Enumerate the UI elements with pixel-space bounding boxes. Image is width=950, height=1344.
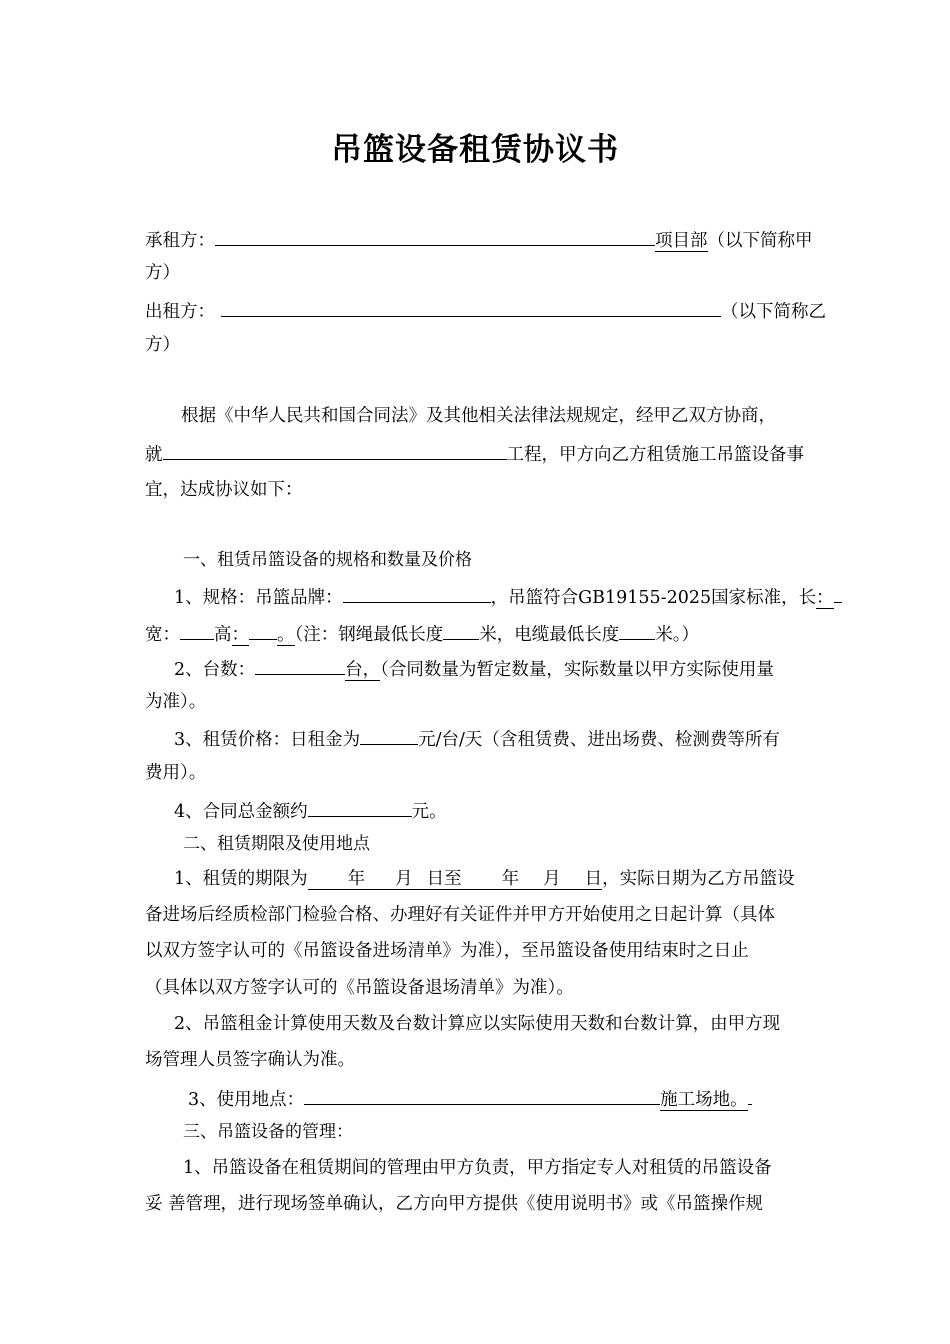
lessee-name-blank[interactable] xyxy=(215,226,655,246)
width-blank[interactable] xyxy=(180,620,214,640)
lessee-wrap: 方） xyxy=(145,263,180,283)
section-3-heading: 三、吊篮设备的管理： xyxy=(183,1122,353,1142)
lessee-label: 承租方： xyxy=(145,231,215,251)
length-blank-ext[interactable] xyxy=(834,583,842,603)
height-colon: ： xyxy=(231,625,249,645)
s1-i1-i: 米。） xyxy=(655,625,699,645)
s1-item-2-cont: 为准）。 xyxy=(145,692,207,712)
intro-line-1: 根据《中华人民共和国合同法》及其他相关法律法规规定，经甲乙双方协商， xyxy=(181,406,776,426)
s1-i1-b: ，吊篮符合GB19155-2025国家标准，长 xyxy=(490,588,817,608)
lessee-tail: （以下简称甲 xyxy=(707,231,813,251)
end-year[interactable]: 年 xyxy=(462,869,520,890)
s1-i2-a: 2、台数： xyxy=(174,660,256,680)
s2-i3-a: 3、使用地点： xyxy=(188,1090,305,1110)
lessor-line xyxy=(145,297,826,324)
project-name-blank[interactable] xyxy=(163,440,507,460)
s1-item-3 xyxy=(174,725,780,752)
s1-item-4 xyxy=(174,797,447,824)
daily-rent-blank[interactable] xyxy=(360,725,418,745)
s2-item-1-l2: 备进场后经质检部门检验合格、办理好有关证件并甲方开始使用之日起计算（具体 xyxy=(145,905,775,925)
s3-item-1: 1、吊篮设备在租赁期间的管理由甲方负责，甲方指定专人对租赁的吊篮设备 xyxy=(183,1158,772,1178)
lessor-label: 出租方： xyxy=(145,302,215,322)
lessee-line xyxy=(145,226,813,253)
brand-blank[interactable] xyxy=(343,583,491,603)
site-blank[interactable] xyxy=(304,1085,660,1105)
s2-item-1-l4: （具体以双方签字认可的《吊篮设备退场清单》为准）。 xyxy=(145,978,574,998)
s2-item-1 xyxy=(174,867,795,891)
s2-i1-a: 1、租赁的期限为 xyxy=(174,869,308,889)
section-2-heading: 二、租赁期限及使用地点 xyxy=(183,834,370,854)
s1-i1-g: （注：钢绳最低长度 xyxy=(294,625,444,645)
s1-item-2 xyxy=(174,655,774,682)
intro-pre: 就 xyxy=(145,445,163,465)
intro-line-3: 宜，达成协议如下： xyxy=(145,480,303,500)
s1-i4-a: 4、合同总金额约 xyxy=(174,802,308,822)
s1-i3-b: 元/台/天（含租赁费、进出场费、检测费等所有 xyxy=(418,730,780,750)
s2-item-2-cont: 场管理人员签字确认为准。 xyxy=(145,1050,355,1070)
s3-item-1-cont: 妥 善管理，进行现场签单确认，乙方向甲方提供《使用说明书》或《吊篮操作规 xyxy=(145,1194,764,1214)
quantity-unit: 台， xyxy=(345,660,381,680)
site-suffix: 施工场地。 xyxy=(660,1090,748,1110)
end-month[interactable]: 月 xyxy=(519,869,561,890)
start-month[interactable]: 月 xyxy=(365,869,413,890)
site-blank-ext xyxy=(748,1085,752,1105)
quantity-blank[interactable] xyxy=(255,655,345,675)
intro-line-2 xyxy=(145,440,804,467)
s1-item-1-cont xyxy=(145,620,699,647)
s1-i1-d: 高 xyxy=(214,625,232,645)
start-year[interactable]: 年 xyxy=(308,869,366,890)
height-blank[interactable] xyxy=(249,620,277,640)
s1-i3-a: 3、租赁价格：日租金为 xyxy=(174,730,361,750)
s1-i2-c: （合同数量为暂定数量，实际数量以甲方实际使用量 xyxy=(380,660,774,680)
section-1-heading: 一、租赁吊篮设备的规格和数量及价格 xyxy=(183,550,472,570)
intro-post: 工程，甲方向乙方租赁施工吊篮设备事 xyxy=(506,445,804,465)
lessor-name-blank[interactable] xyxy=(221,297,721,317)
total-amount-blank[interactable] xyxy=(308,797,412,817)
lessor-tail: （以下简称乙 xyxy=(721,302,826,322)
s1-item-3-cont: 费用）。 xyxy=(145,763,207,783)
start-day[interactable]: 日至 xyxy=(413,869,462,890)
lessor-wrap: 方） xyxy=(145,335,180,355)
height-end: 。 xyxy=(277,625,295,645)
s1-i1-h: 米，电缆最低长度 xyxy=(479,625,620,645)
s1-i1-a: 1、规格：吊篮品牌： xyxy=(174,588,343,608)
s2-item-2: 2、吊篮租金计算使用天数及台数计算应以实际使用天数和台数计算，由甲方现 xyxy=(174,1014,781,1034)
length-blank[interactable]: ： xyxy=(816,588,834,608)
lessee-suffix: 项目部 xyxy=(655,231,708,251)
s2-item-1-l3: 以双方签字认可的《吊篮设备进场清单》为准），至吊篮设备使用结束时之日止 xyxy=(145,941,749,961)
s1-item-1 xyxy=(174,583,842,610)
s2-i1-b: ，实际日期为乙方吊篮设 xyxy=(602,869,795,889)
s2-item-3 xyxy=(188,1085,752,1112)
s1-i4-b: 元。 xyxy=(411,802,447,822)
cable-length-blank[interactable] xyxy=(619,620,655,640)
document-title: 吊篮设备租赁协议书 xyxy=(331,132,619,168)
s1-i1-c: 宽： xyxy=(145,625,180,645)
rope-length-blank[interactable] xyxy=(443,620,479,640)
end-day[interactable]: 日 xyxy=(561,869,603,890)
